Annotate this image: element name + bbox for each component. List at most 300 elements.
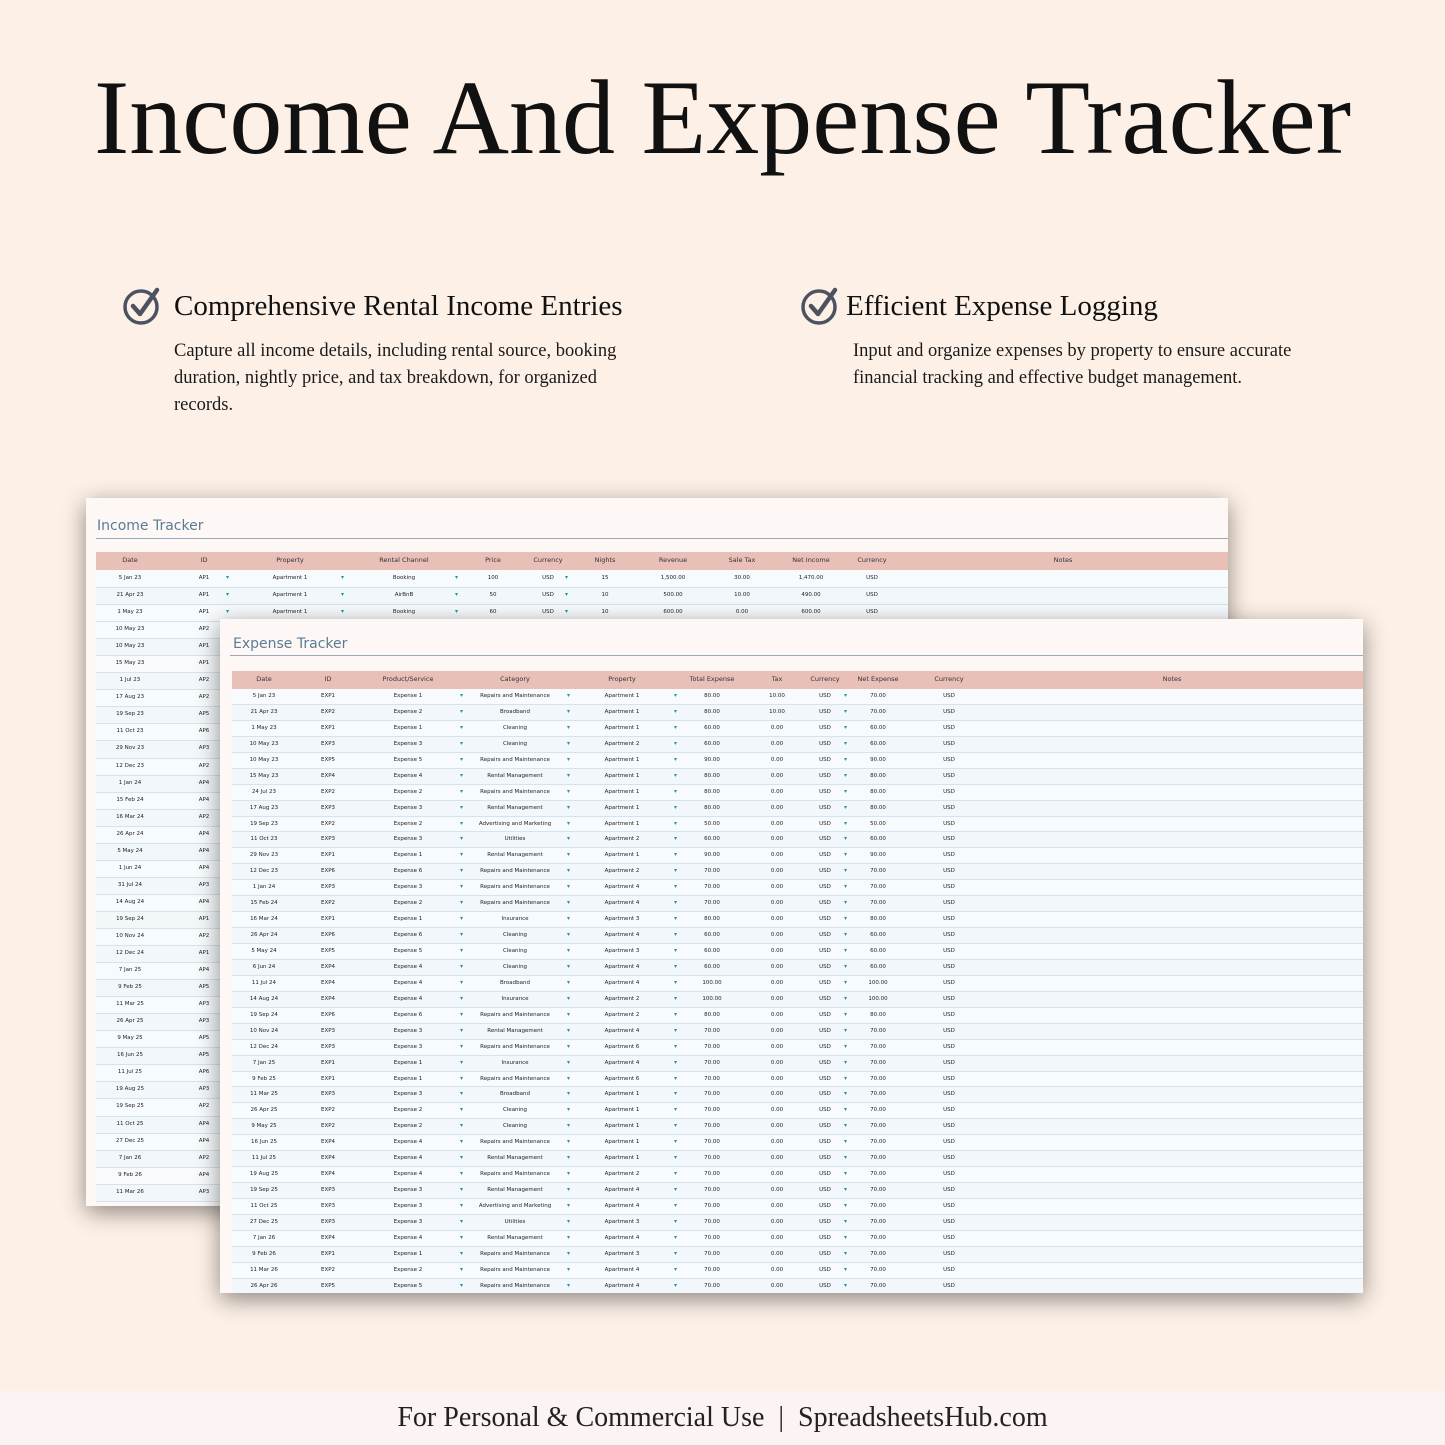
column-header: Property xyxy=(276,556,304,564)
table-row xyxy=(232,1040,1363,1056)
dropdown-arrow-icon[interactable]: ▾ xyxy=(844,723,848,731)
dropdown-arrow-icon[interactable]: ▾ xyxy=(455,591,459,599)
dropdown-arrow-icon[interactable]: ▾ xyxy=(460,739,464,747)
table-cell: 70.00 xyxy=(870,1155,886,1162)
table-cell: 60.00 xyxy=(704,948,720,954)
dropdown-arrow-icon[interactable]: ▾ xyxy=(674,723,678,731)
dropdown-arrow-icon[interactable]: ▾ xyxy=(567,962,571,970)
table-cell: 0.00 xyxy=(770,1107,784,1114)
dropdown-arrow-icon[interactable]: ▾ xyxy=(844,931,848,939)
dropdown-arrow-icon[interactable]: ▾ xyxy=(567,1010,571,1018)
table-cell: 60.00 xyxy=(704,932,720,939)
dropdown-arrow-icon[interactable]: ▾ xyxy=(674,692,678,699)
table-cell: Apartment 1 xyxy=(604,1139,640,1146)
table-cell: AP2 xyxy=(198,932,210,939)
table-cell: Apartment 4 xyxy=(604,963,640,970)
table-cell: Apartment 1 xyxy=(272,609,308,616)
dropdown-arrow-icon[interactable]: ▾ xyxy=(567,1138,571,1146)
table-cell: Repairs and Maintenance xyxy=(480,868,550,875)
dropdown-arrow-icon[interactable]: ▾ xyxy=(460,1281,464,1289)
table-cell: 70.00 xyxy=(870,868,886,875)
table-cell: 60.00 xyxy=(704,963,720,970)
table-cell: Apartment 4 xyxy=(604,1059,640,1066)
dropdown-arrow-icon[interactable]: ▾ xyxy=(567,883,571,891)
table-cell: 0.00 xyxy=(770,756,784,763)
dropdown-arrow-icon[interactable]: ▾ xyxy=(460,1122,464,1130)
table-cell: EXP2 xyxy=(320,708,336,715)
table-cell: EXP5 xyxy=(320,1282,336,1289)
dropdown-arrow-icon[interactable]: ▾ xyxy=(844,1106,848,1114)
dropdown-arrow-icon[interactable]: ▾ xyxy=(567,1249,571,1257)
table-cell: 0.00 xyxy=(770,820,784,827)
table-cell: 11 Oct 25 xyxy=(250,1203,278,1209)
dropdown-arrow-icon[interactable]: ▾ xyxy=(567,755,571,763)
dropdown-arrow-icon[interactable]: ▾ xyxy=(674,739,678,747)
table-cell: AP3 xyxy=(198,745,210,752)
dropdown-arrow-icon[interactable]: ▾ xyxy=(674,1074,678,1082)
dropdown-arrow-icon[interactable]: ▾ xyxy=(455,608,459,616)
dropdown-arrow-icon[interactable]: ▾ xyxy=(567,1186,571,1194)
dropdown-arrow-icon[interactable]: ▾ xyxy=(674,1138,678,1146)
table-cell: USD xyxy=(819,963,831,970)
dropdown-arrow-icon[interactable]: ▾ xyxy=(460,803,464,811)
table-cell: 70.00 xyxy=(870,708,886,715)
table-cell: USD xyxy=(819,884,831,891)
dropdown-arrow-icon[interactable]: ▾ xyxy=(674,819,678,827)
dropdown-arrow-icon[interactable]: ▾ xyxy=(844,1122,848,1130)
dropdown-arrow-icon[interactable]: ▾ xyxy=(460,978,464,986)
table-cell: Expense 3 xyxy=(393,740,423,747)
dropdown-arrow-icon[interactable]: ▾ xyxy=(226,608,230,616)
table-cell: 70.00 xyxy=(870,1123,886,1130)
dropdown-arrow-icon[interactable]: ▾ xyxy=(844,978,848,986)
dropdown-arrow-icon[interactable]: ▾ xyxy=(567,771,571,779)
table-cell: EXP4 xyxy=(320,1234,336,1241)
dropdown-arrow-icon[interactable]: ▾ xyxy=(674,1233,678,1241)
table-cell: 70.00 xyxy=(704,900,720,907)
dropdown-arrow-icon[interactable]: ▾ xyxy=(460,1170,464,1178)
column-header: Category xyxy=(500,675,530,683)
dropdown-arrow-icon[interactable]: ▾ xyxy=(460,1042,464,1050)
dropdown-arrow-icon[interactable]: ▾ xyxy=(567,1058,571,1066)
table-cell: Expense 3 xyxy=(393,804,423,811)
dropdown-arrow-icon[interactable]: ▾ xyxy=(567,1090,571,1098)
dropdown-arrow-icon[interactable]: ▾ xyxy=(565,574,569,581)
dropdown-arrow-icon[interactable]: ▾ xyxy=(844,1058,848,1066)
dropdown-arrow-icon[interactable]: ▾ xyxy=(844,1010,848,1018)
dropdown-arrow-icon[interactable]: ▾ xyxy=(844,1138,848,1146)
dropdown-arrow-icon[interactable]: ▾ xyxy=(460,723,464,731)
table-cell: Expense 5 xyxy=(393,756,423,763)
table-cell: 0.00 xyxy=(770,868,784,875)
dropdown-arrow-icon[interactable]: ▾ xyxy=(674,1186,678,1194)
dropdown-arrow-icon[interactable]: ▾ xyxy=(460,1138,464,1146)
table-row xyxy=(232,848,1363,864)
table-cell: Booking xyxy=(392,609,416,616)
dropdown-arrow-icon[interactable]: ▾ xyxy=(567,1233,571,1241)
dropdown-arrow-icon[interactable]: ▾ xyxy=(844,819,848,827)
dropdown-arrow-icon[interactable]: ▾ xyxy=(460,883,464,891)
dropdown-arrow-icon[interactable]: ▾ xyxy=(567,1281,571,1289)
dropdown-arrow-icon[interactable]: ▾ xyxy=(460,771,464,779)
dropdown-arrow-icon[interactable]: ▾ xyxy=(674,1217,678,1225)
dropdown-arrow-icon[interactable]: ▾ xyxy=(844,707,848,715)
table-cell: 70.00 xyxy=(704,1234,720,1241)
dropdown-arrow-icon[interactable]: ▾ xyxy=(460,1217,464,1225)
table-row xyxy=(232,769,1363,785)
table-cell: EXP1 xyxy=(320,1075,336,1082)
dropdown-arrow-icon[interactable]: ▾ xyxy=(341,608,345,616)
table-cell: Expense 1 xyxy=(393,724,423,731)
table-cell: AP4 xyxy=(198,847,210,854)
table-cell: USD xyxy=(943,804,955,811)
dropdown-arrow-icon[interactable]: ▾ xyxy=(460,692,464,699)
dropdown-arrow-icon[interactable]: ▾ xyxy=(567,787,571,795)
dropdown-arrow-icon[interactable]: ▾ xyxy=(674,1026,678,1034)
table-cell: 6 Jun 24 xyxy=(252,963,276,970)
table-cell: 10.00 xyxy=(769,693,785,699)
dropdown-arrow-icon[interactable]: ▾ xyxy=(460,962,464,970)
dropdown-arrow-icon[interactable]: ▾ xyxy=(567,994,571,1002)
table-cell: Expense 2 xyxy=(393,788,423,795)
table-cell: 0.00 xyxy=(770,1011,784,1018)
dropdown-arrow-icon[interactable]: ▾ xyxy=(674,899,678,907)
expense-header-row xyxy=(232,671,1363,689)
table-cell: Apartment 2 xyxy=(604,1011,640,1018)
dropdown-arrow-icon[interactable]: ▾ xyxy=(460,851,464,859)
table-cell: 19 Sep 23 xyxy=(250,820,278,827)
expense-tracker-sheet xyxy=(220,619,1363,1293)
dropdown-arrow-icon[interactable]: ▾ xyxy=(844,1233,848,1241)
table-cell: EXP4 xyxy=(320,1139,336,1146)
dropdown-arrow-icon[interactable]: ▾ xyxy=(460,755,464,763)
table-cell: 0.00 xyxy=(770,963,784,970)
table-cell: Advertising and Marketing xyxy=(478,1203,552,1209)
dropdown-arrow-icon[interactable]: ▾ xyxy=(674,915,678,923)
dropdown-arrow-icon[interactable]: ▾ xyxy=(460,1186,464,1194)
table-row xyxy=(232,1263,1363,1279)
table-cell: AP4 xyxy=(198,830,210,837)
dropdown-arrow-icon[interactable]: ▾ xyxy=(567,915,571,923)
table-cell: Expense 6 xyxy=(393,932,423,939)
table-cell: USD xyxy=(819,820,831,827)
table-cell: 0.00 xyxy=(770,1027,784,1034)
table-cell: Expense 3 xyxy=(393,1218,423,1225)
dropdown-arrow-icon[interactable]: ▾ xyxy=(844,947,848,954)
dropdown-arrow-icon[interactable]: ▾ xyxy=(567,723,571,731)
table-cell: Expense 2 xyxy=(393,1266,423,1273)
table-cell: Expense 4 xyxy=(393,979,423,986)
dropdown-arrow-icon[interactable]: ▾ xyxy=(567,899,571,907)
table-cell: 15 May 23 xyxy=(115,660,145,667)
table-cell: Expense 2 xyxy=(393,1107,423,1114)
table-cell: 100.00 xyxy=(702,979,722,986)
table-cell: USD xyxy=(943,1187,955,1194)
table-cell: Apartment 1 xyxy=(604,708,640,715)
dropdown-arrow-icon[interactable]: ▾ xyxy=(674,883,678,891)
dropdown-arrow-icon[interactable]: ▾ xyxy=(460,931,464,939)
dropdown-arrow-icon[interactable]: ▾ xyxy=(674,707,678,715)
dropdown-arrow-icon[interactable]: ▾ xyxy=(844,1217,848,1225)
dropdown-arrow-icon[interactable]: ▾ xyxy=(844,1281,848,1289)
dropdown-arrow-icon[interactable]: ▾ xyxy=(674,803,678,811)
column-header: Currency xyxy=(934,675,964,683)
dropdown-arrow-icon[interactable]: ▾ xyxy=(674,1106,678,1114)
dropdown-arrow-icon[interactable]: ▾ xyxy=(460,1010,464,1018)
table-cell: Repairs and Maintenance xyxy=(480,1250,550,1257)
dropdown-arrow-icon[interactable]: ▾ xyxy=(844,787,848,795)
table-row xyxy=(232,1151,1363,1167)
dropdown-arrow-icon[interactable]: ▾ xyxy=(455,574,459,581)
table-cell: Repairs and Maintenance xyxy=(480,1139,550,1146)
dropdown-arrow-icon[interactable]: ▾ xyxy=(567,978,571,986)
table-cell: Cleaning xyxy=(502,963,528,970)
dropdown-arrow-icon[interactable]: ▾ xyxy=(565,591,569,599)
table-cell: 12 Dec 24 xyxy=(249,1043,279,1050)
table-cell: 11 Jul 25 xyxy=(251,1155,277,1162)
table-cell: Apartment 1 xyxy=(604,852,640,859)
dropdown-arrow-icon[interactable]: ▾ xyxy=(567,931,571,939)
dropdown-arrow-icon[interactable]: ▾ xyxy=(844,771,848,779)
table-cell: 70.00 xyxy=(704,1027,720,1034)
dropdown-arrow-icon[interactable]: ▾ xyxy=(844,899,848,907)
dropdown-arrow-icon[interactable]: ▾ xyxy=(226,574,230,581)
dropdown-arrow-icon[interactable]: ▾ xyxy=(460,1106,464,1114)
table-cell: 50 xyxy=(489,592,497,599)
table-cell: 70.00 xyxy=(704,1139,720,1146)
table-cell: 70.00 xyxy=(870,900,886,907)
table-cell: 7 Jan 26 xyxy=(252,1234,276,1241)
table-cell: USD xyxy=(819,772,831,779)
dropdown-arrow-icon[interactable]: ▾ xyxy=(674,1058,678,1066)
table-cell: Booking xyxy=(392,575,416,581)
dropdown-arrow-icon[interactable]: ▾ xyxy=(460,1202,464,1209)
dropdown-arrow-icon[interactable]: ▾ xyxy=(460,1249,464,1257)
table-cell: 60.00 xyxy=(704,724,720,731)
checkmark-circle-icon xyxy=(122,286,162,326)
table-row xyxy=(232,944,1363,960)
dropdown-arrow-icon[interactable]: ▾ xyxy=(844,739,848,747)
dropdown-arrow-icon[interactable]: ▾ xyxy=(567,1074,571,1082)
dropdown-arrow-icon[interactable]: ▾ xyxy=(844,1154,848,1162)
table-cell: USD xyxy=(819,900,831,907)
dropdown-arrow-icon[interactable]: ▾ xyxy=(674,1122,678,1130)
dropdown-arrow-icon[interactable]: ▾ xyxy=(460,1058,464,1066)
dropdown-arrow-icon[interactable]: ▾ xyxy=(567,1106,571,1114)
dropdown-arrow-icon[interactable]: ▾ xyxy=(460,994,464,1002)
dropdown-arrow-icon[interactable]: ▾ xyxy=(674,1265,678,1273)
table-cell: Apartment 4 xyxy=(604,1266,640,1273)
table-cell: 27 Dec 25 xyxy=(115,1137,145,1144)
table-cell: 70.00 xyxy=(870,1234,886,1241)
dropdown-arrow-icon[interactable]: ▾ xyxy=(567,819,571,827)
dropdown-arrow-icon[interactable]: ▾ xyxy=(844,1090,848,1098)
dropdown-arrow-icon[interactable]: ▾ xyxy=(844,755,848,763)
table-cell: Repairs and Maintenance xyxy=(480,884,550,891)
table-cell: 70.00 xyxy=(704,1123,720,1130)
dropdown-arrow-icon[interactable]: ▾ xyxy=(460,835,464,843)
table-cell: 21 Apr 23 xyxy=(116,592,144,599)
dropdown-arrow-icon[interactable]: ▾ xyxy=(844,803,848,811)
dropdown-arrow-icon[interactable]: ▾ xyxy=(567,1026,571,1034)
dropdown-arrow-icon[interactable]: ▾ xyxy=(674,1281,678,1289)
column-header: Notes xyxy=(1053,556,1073,564)
dropdown-arrow-icon[interactable]: ▾ xyxy=(674,947,678,954)
table-cell: USD xyxy=(819,1218,831,1225)
dropdown-arrow-icon[interactable]: ▾ xyxy=(674,994,678,1002)
dropdown-arrow-icon[interactable]: ▾ xyxy=(674,851,678,859)
table-cell: 31 Jul 24 xyxy=(117,881,143,888)
table-cell: 7 Jan 25 xyxy=(252,1059,276,1066)
dropdown-arrow-icon[interactable]: ▾ xyxy=(567,1202,571,1209)
table-cell: USD xyxy=(542,575,554,581)
dropdown-arrow-icon[interactable]: ▾ xyxy=(567,867,571,875)
dropdown-arrow-icon[interactable]: ▾ xyxy=(844,1265,848,1273)
dropdown-arrow-icon[interactable]: ▾ xyxy=(460,1090,464,1098)
dropdown-arrow-icon[interactable]: ▾ xyxy=(674,1154,678,1162)
income-header-row xyxy=(96,552,1228,570)
table-cell: USD xyxy=(943,1027,955,1034)
dropdown-arrow-icon[interactable]: ▾ xyxy=(460,915,464,923)
table-cell: USD xyxy=(819,1282,831,1289)
dropdown-arrow-icon[interactable]: ▾ xyxy=(341,574,345,581)
table-cell: 70.00 xyxy=(870,1203,886,1209)
dropdown-arrow-icon[interactable]: ▾ xyxy=(460,1026,464,1034)
dropdown-arrow-icon[interactable]: ▾ xyxy=(674,1042,678,1050)
dropdown-arrow-icon[interactable]: ▾ xyxy=(844,835,848,843)
dropdown-arrow-icon[interactable]: ▾ xyxy=(844,1249,848,1257)
dropdown-arrow-icon[interactable]: ▾ xyxy=(460,787,464,795)
table-row xyxy=(232,1135,1363,1151)
dropdown-arrow-icon[interactable]: ▾ xyxy=(567,851,571,859)
table-cell: EXP3 xyxy=(320,1027,336,1034)
dropdown-arrow-icon[interactable]: ▾ xyxy=(844,994,848,1002)
dropdown-arrow-icon[interactable]: ▾ xyxy=(460,1074,464,1082)
table-cell: 100.00 xyxy=(868,995,888,1002)
table-cell: 60.00 xyxy=(870,740,886,747)
dropdown-arrow-icon[interactable]: ▾ xyxy=(844,867,848,875)
dropdown-arrow-icon[interactable]: ▾ xyxy=(844,1074,848,1082)
dropdown-arrow-icon[interactable]: ▾ xyxy=(844,883,848,891)
table-cell: 90.00 xyxy=(704,756,720,763)
table-cell: USD xyxy=(943,1091,955,1098)
dropdown-arrow-icon[interactable]: ▾ xyxy=(567,692,571,699)
dropdown-arrow-icon[interactable]: ▾ xyxy=(460,867,464,875)
table-cell: EXP4 xyxy=(320,979,336,986)
table-row xyxy=(232,1183,1363,1199)
dropdown-arrow-icon[interactable]: ▾ xyxy=(674,867,678,875)
table-cell: 10 Nov 24 xyxy=(249,1027,279,1034)
dropdown-arrow-icon[interactable]: ▾ xyxy=(460,819,464,827)
table-cell: 0.00 xyxy=(770,740,784,747)
dropdown-arrow-icon[interactable]: ▾ xyxy=(460,1265,464,1273)
table-cell: AP3 xyxy=(198,1086,210,1093)
table-cell: Apartment 1 xyxy=(604,820,640,827)
dropdown-arrow-icon[interactable]: ▾ xyxy=(674,1010,678,1018)
table-cell: USD xyxy=(542,592,554,599)
table-cell: Apartment 1 xyxy=(604,1091,640,1098)
table-cell: Expense 4 xyxy=(393,1171,423,1178)
dropdown-arrow-icon[interactable]: ▾ xyxy=(674,1090,678,1098)
table-cell: USD xyxy=(819,1043,831,1050)
column-header: Notes xyxy=(1162,675,1182,683)
title-divider xyxy=(230,655,1363,656)
dropdown-arrow-icon[interactable]: ▾ xyxy=(567,1217,571,1225)
dropdown-arrow-icon[interactable]: ▾ xyxy=(844,1026,848,1034)
dropdown-arrow-icon[interactable]: ▾ xyxy=(844,851,848,859)
dropdown-arrow-icon[interactable]: ▾ xyxy=(567,803,571,811)
dropdown-arrow-icon[interactable]: ▾ xyxy=(674,1249,678,1257)
dropdown-arrow-icon[interactable]: ▾ xyxy=(674,978,678,986)
table-cell: 30.00 xyxy=(734,575,750,581)
table-cell: USD xyxy=(943,772,955,779)
table-cell: EXP3 xyxy=(320,1187,336,1194)
dropdown-arrow-icon[interactable]: ▾ xyxy=(226,591,230,599)
dropdown-arrow-icon[interactable]: ▾ xyxy=(567,1154,571,1162)
dropdown-arrow-icon[interactable]: ▾ xyxy=(844,1186,848,1194)
dropdown-arrow-icon[interactable]: ▾ xyxy=(674,835,678,843)
dropdown-arrow-icon[interactable]: ▾ xyxy=(460,899,464,907)
dropdown-arrow-icon[interactable]: ▾ xyxy=(674,787,678,795)
dropdown-arrow-icon[interactable]: ▾ xyxy=(674,1202,678,1209)
table-cell: 17 Aug 23 xyxy=(249,804,279,811)
dropdown-arrow-icon[interactable]: ▾ xyxy=(567,707,571,715)
table-cell: Expense 1 xyxy=(393,1250,423,1257)
table-cell: AP2 xyxy=(198,813,210,820)
dropdown-arrow-icon[interactable]: ▾ xyxy=(341,591,345,599)
table-cell: 80.00 xyxy=(704,708,720,715)
table-cell: USD xyxy=(866,609,878,616)
dropdown-arrow-icon[interactable]: ▾ xyxy=(844,915,848,923)
feature-income xyxy=(122,286,682,426)
table-cell: AP4 xyxy=(198,1171,210,1178)
dropdown-arrow-icon[interactable]: ▾ xyxy=(844,1202,848,1209)
dropdown-arrow-icon[interactable]: ▾ xyxy=(460,1233,464,1241)
table-cell: USD xyxy=(943,963,955,970)
dropdown-arrow-icon[interactable]: ▾ xyxy=(844,962,848,970)
table-cell: Expense 4 xyxy=(393,963,423,970)
table-cell: EXP3 xyxy=(320,1218,336,1225)
dropdown-arrow-icon[interactable]: ▾ xyxy=(844,1170,848,1178)
table-cell: 80.00 xyxy=(704,916,720,923)
dropdown-arrow-icon[interactable]: ▾ xyxy=(674,771,678,779)
dropdown-arrow-icon[interactable]: ▾ xyxy=(567,1170,571,1178)
dropdown-arrow-icon[interactable]: ▾ xyxy=(565,608,569,616)
table-cell: USD xyxy=(542,609,554,616)
dropdown-arrow-icon[interactable]: ▾ xyxy=(674,755,678,763)
dropdown-arrow-icon[interactable]: ▾ xyxy=(567,1265,571,1273)
table-cell: 70.00 xyxy=(870,1282,886,1289)
table-cell: USD xyxy=(819,708,831,715)
dropdown-arrow-icon[interactable]: ▾ xyxy=(460,947,464,954)
table-cell: Rental Management xyxy=(487,1027,543,1034)
table-row xyxy=(232,1087,1363,1103)
dropdown-arrow-icon[interactable]: ▾ xyxy=(460,707,464,715)
table-cell: Expense 3 xyxy=(393,1091,423,1098)
dropdown-arrow-icon[interactable]: ▾ xyxy=(674,931,678,939)
dropdown-arrow-icon[interactable]: ▾ xyxy=(567,947,571,954)
dropdown-arrow-icon[interactable]: ▾ xyxy=(567,1042,571,1050)
dropdown-arrow-icon[interactable]: ▾ xyxy=(460,1154,464,1162)
table-cell: Repairs and Maintenance xyxy=(480,1075,550,1082)
dropdown-arrow-icon[interactable]: ▾ xyxy=(674,962,678,970)
dropdown-arrow-icon[interactable]: ▾ xyxy=(567,835,571,843)
dropdown-arrow-icon[interactable]: ▾ xyxy=(844,692,848,699)
dropdown-arrow-icon[interactable]: ▾ xyxy=(567,739,571,747)
dropdown-arrow-icon[interactable]: ▾ xyxy=(674,1170,678,1178)
dropdown-arrow-icon[interactable]: ▾ xyxy=(844,1042,848,1050)
dropdown-arrow-icon[interactable]: ▾ xyxy=(567,1122,571,1130)
